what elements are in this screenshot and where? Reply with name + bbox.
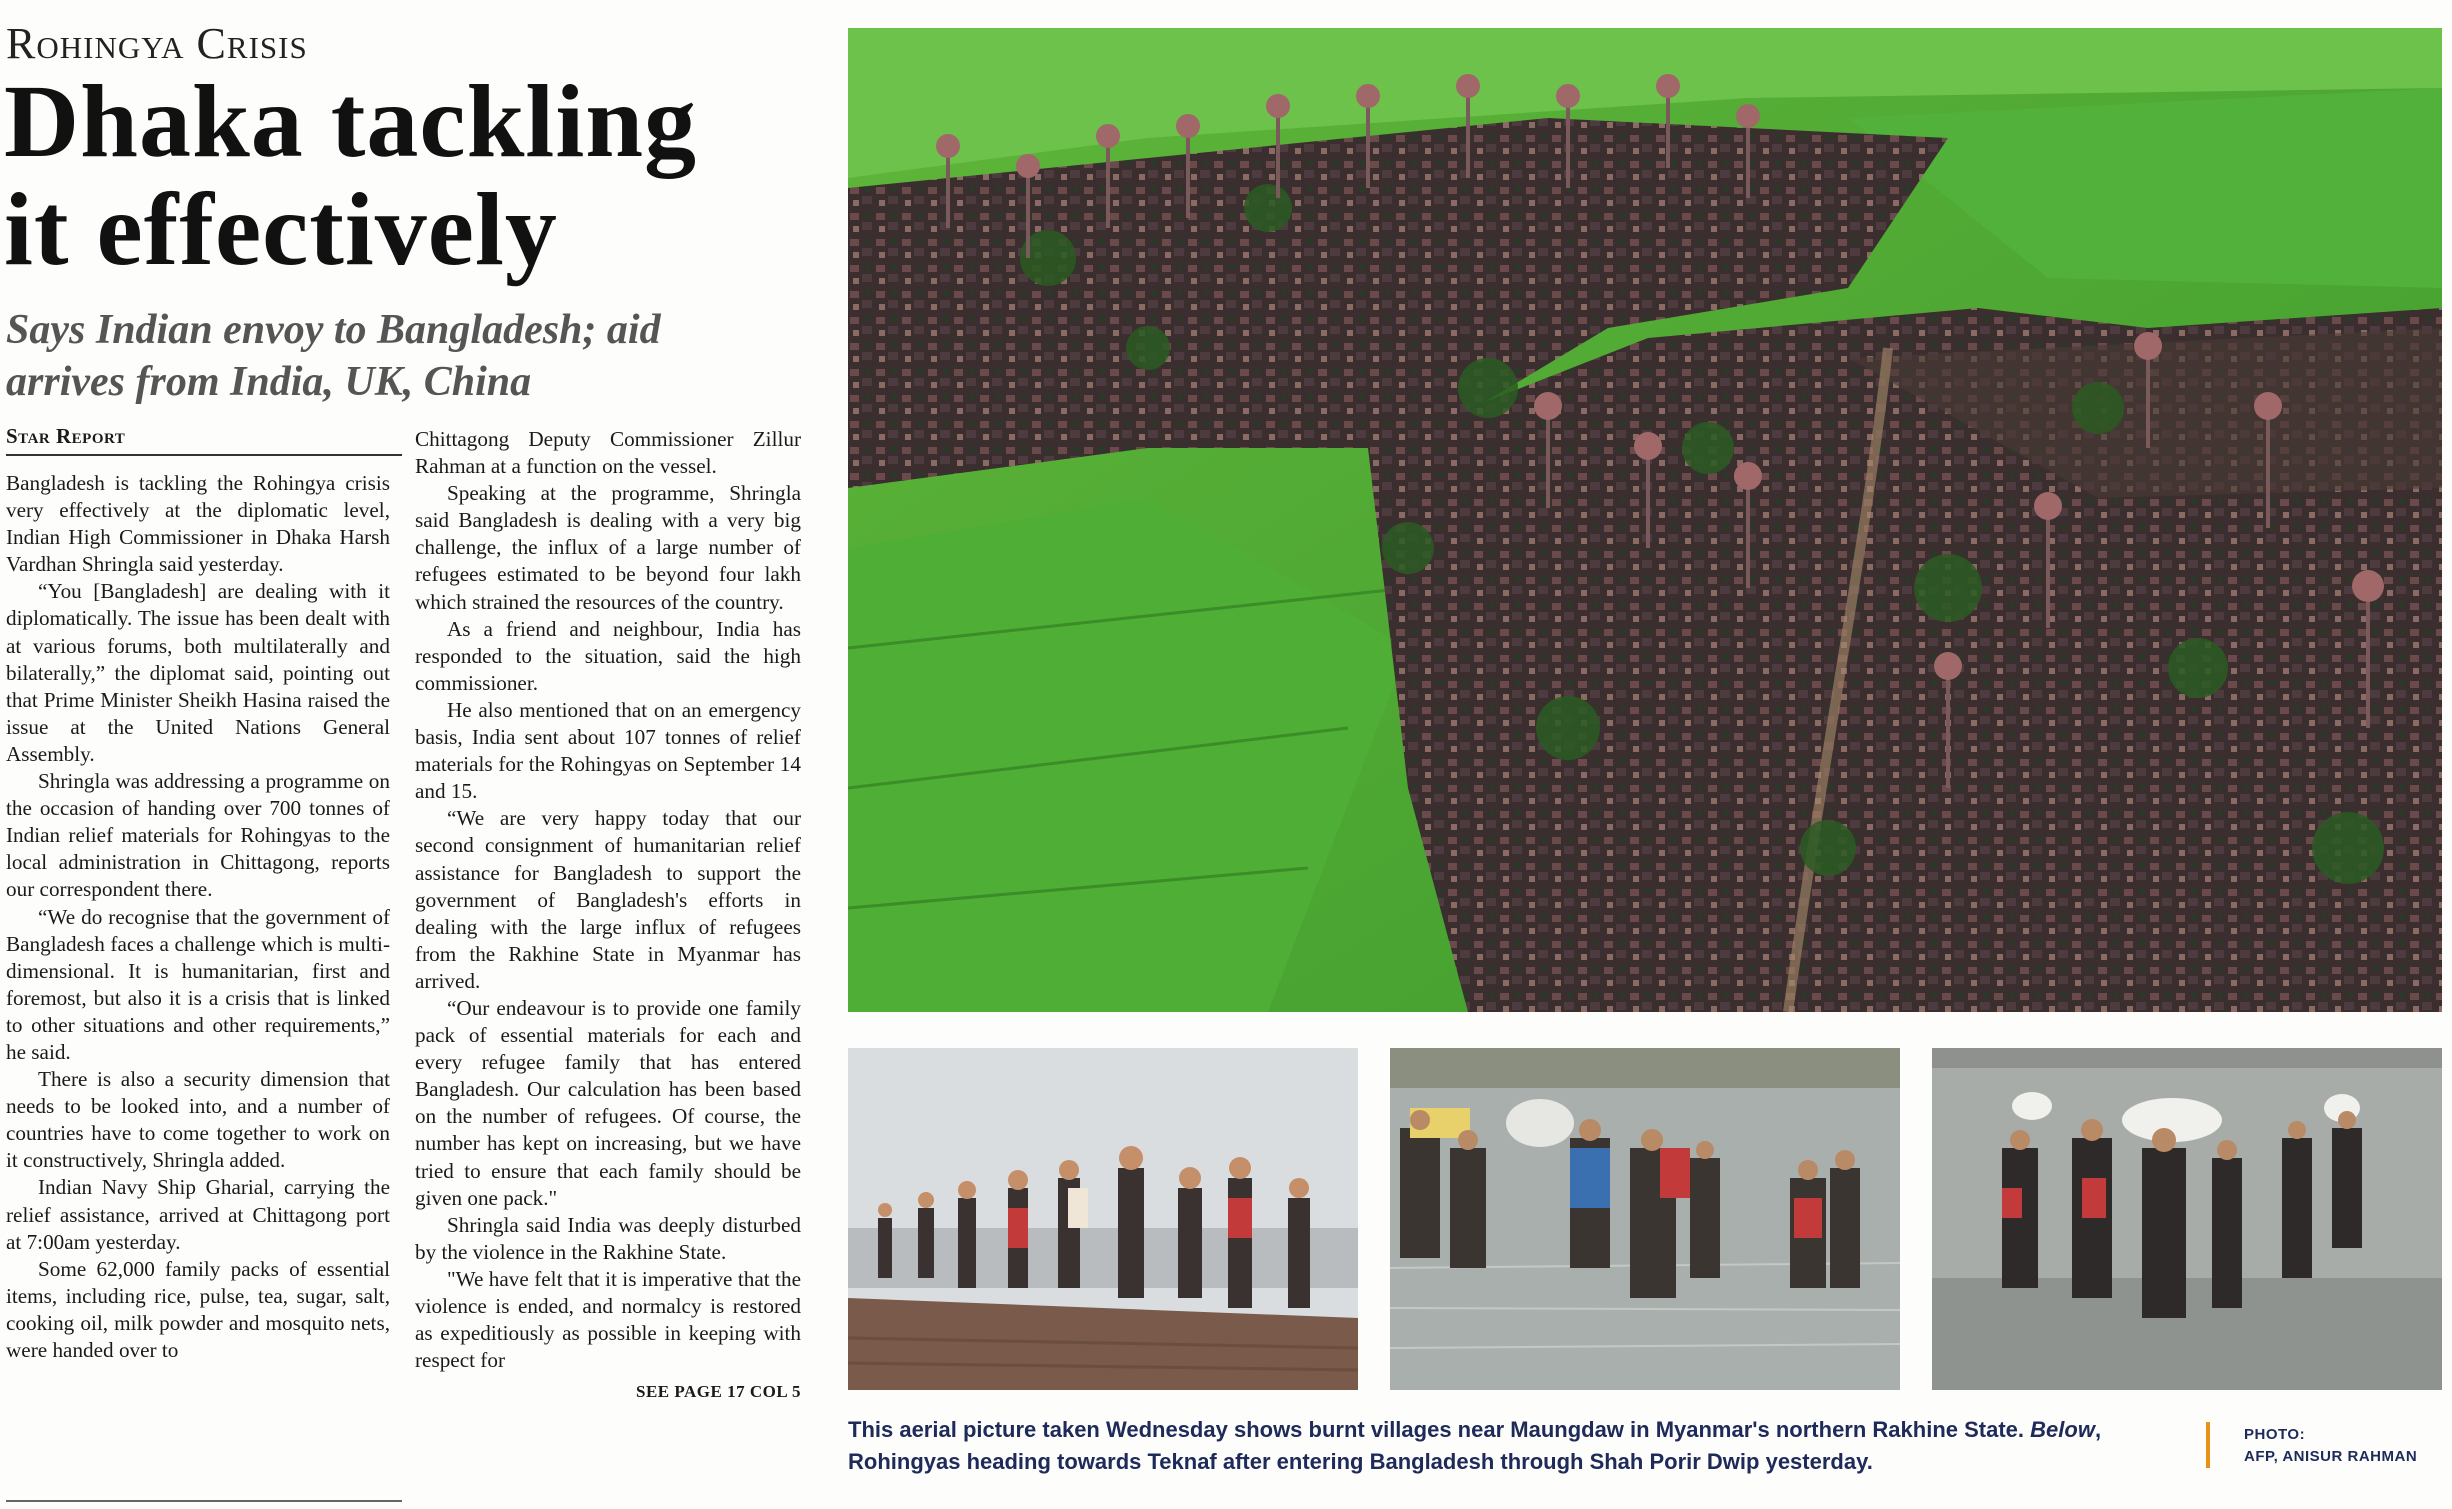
paragraph: He also mentioned that on an emergency basis, India sent about 107 tonnes of relief materials for the Rohingyas on September 14 and 15. — [415, 697, 801, 804]
credit-name: AFP, ANISUR RAHMAN — [2244, 1448, 2418, 1465]
refugees-walking-shore-photo — [848, 1048, 1358, 1390]
byline: Star Report — [6, 424, 126, 448]
caption-text-2: , Rohingyas heading towards Teknaf after entering Bangladesh through Shah Porir Dwip yesterday. — [848, 1417, 2102, 1474]
headline-line-1: Dhaka tackling — [4, 64, 698, 179]
refugees-walking-rain-photo — [1932, 1048, 2442, 1390]
headline-line-2: it effectively — [4, 172, 558, 287]
subheadline-line-1: Says Indian envoy to Bangladesh; aid — [6, 307, 661, 353]
paragraph: “We are very happy today that our second consignment of humanitarian relief assistance for Bangladesh to support the government of Bangladesh's efforts in dealing with the large influx of refugees from the Rakhine State in Myanmar has arrived. — [415, 806, 801, 993]
shore-photo-illustration — [848, 1048, 1358, 1390]
paragraph: Shringla said India was deeply disturbed by the violence in the Rakhine State. — [415, 1212, 801, 1264]
photo-credit — [2244, 1424, 2417, 1468]
refugees-wading-water-photo — [1390, 1048, 1900, 1390]
bottom-rule — [6, 1500, 402, 1502]
rain-photo-illustration — [1932, 1048, 2442, 1390]
caption-text-italic: Below — [2030, 1417, 2095, 1442]
paragraph: “You [Bangladesh] are dealing with it diplomatically. The issue has been dealt with at various forums, both multilaterally and bilaterally,” the diplomat said, pointing out that Prime Minister Sheikh Hasina raised the issue at the United Nations General Assembly. — [6, 579, 390, 766]
credit-divider — [2206, 1422, 2210, 1468]
article-column-1 — [6, 470, 390, 1364]
paragraph: “Our endeavour is to provide one family pack of essential materials for each and every refugee family that has entered Bangladesh. Our calculation has been based on the number of refugees. Of course, the number has kept on increasing, but we have tried to ensure that each family should be given one pack." — [415, 995, 801, 1210]
subheadline — [6, 304, 826, 408]
aerial-photo-illustration — [848, 28, 2442, 1012]
paragraph: "We have felt that it is imperative that the violence is ended, and normalcy is restored as expeditiously as possible in keeping with respect for — [415, 1266, 801, 1373]
article-column-2 — [415, 426, 801, 1405]
byline-rule — [6, 454, 402, 456]
wading-photo-illustration — [1390, 1048, 1900, 1390]
photo-caption — [848, 1414, 2128, 1478]
aerial-burnt-village-photo — [848, 28, 2442, 1012]
paragraph: “We do recognise that the government of Bangladesh faces a challenge which is multi-dimensional. It is humanitarian, first and foremost, but also it is a crisis that is linked to other situations and other requirements,” he said. — [6, 904, 390, 1064]
paragraph: Shringla was addressing a programme on the occasion of handing over 700 tonnes of Indian relief materials for Rohingyas to the local administration in Chittagong, reports our correspondent there. — [6, 769, 390, 902]
paragraph: As a friend and neighbour, India has responded to the situation, said the high commissioner. — [415, 616, 801, 695]
section-kicker: Rohingya Crisis — [6, 19, 308, 68]
paragraph: Some 62,000 family packs of essential items, including rice, pulse, tea, sugar, salt, cooking oil, milk powder and mosquito nets, were handed over to — [6, 1256, 390, 1362]
paragraph: Bangladesh is tackling the Rohingya crisis very effectively at the diplomatic level, Indian High Commissioner in Dhaka Harsh Vardhan Shringla said yesterday. — [6, 471, 390, 577]
subheadline-line-2: arrives from India, UK, China — [6, 359, 532, 405]
caption-text-1: This aerial picture taken Wednesday shows burnt villages near Maungdaw in Myanmar's northern Rakhine State. — [848, 1417, 2025, 1442]
paragraph: Indian Navy Ship Gharial, carrying the relief assistance, arrived at Chittagong port at 7:00am yesterday. — [6, 1175, 390, 1254]
paragraph: Speaking at the programme, Shringla said Bangladesh is dealing with a very big challenge, the influx of a large number of refugees estimated to be beyond four lakh which strained the resources of the country. — [415, 481, 801, 614]
paragraph: Chittagong Deputy Commissioner Zillur Rahman at a function on the vessel. — [415, 427, 801, 479]
credit-label: PHOTO: — [2244, 1426, 2306, 1443]
continuation-jump[interactable]: SEE PAGE 17 COL 5 — [636, 1382, 801, 1402]
headline — [4, 64, 824, 287]
paragraph: There is also a security dimension that needs to be looked into, and a number of countries have to come together to work on it constructively, Shringla added. — [6, 1067, 390, 1173]
